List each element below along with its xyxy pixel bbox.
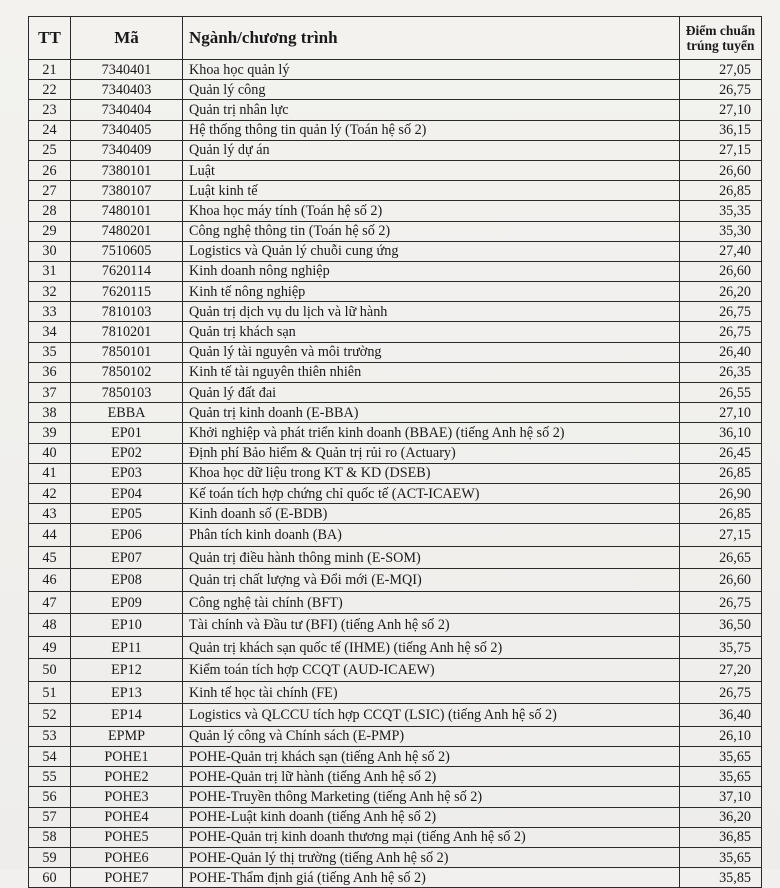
row-score-cell: 27,40 xyxy=(680,241,762,261)
row-code-cell: EP11 xyxy=(71,636,183,659)
header-score xyxy=(680,17,762,60)
table-row xyxy=(29,342,762,362)
table-row xyxy=(29,591,762,614)
row-code-cell: EP03 xyxy=(71,463,183,483)
row-score-cell: 26,60 xyxy=(680,569,762,592)
table-row xyxy=(29,120,762,140)
row-tt-cell: 40 xyxy=(29,443,71,463)
row-program-cell: Khởi nghiệp và phát triển kinh doanh (BBAE) (tiếng Anh hệ số 2) xyxy=(183,423,680,443)
row-code-cell: POHE6 xyxy=(71,847,183,867)
table-row xyxy=(29,60,762,80)
row-program-cell: Quản lý công xyxy=(183,80,680,100)
row-code-cell: EP09 xyxy=(71,591,183,614)
header-tt: TT xyxy=(29,17,71,60)
header-score-line2: trúng tuyển xyxy=(686,38,755,53)
row-program-cell: POHE-Quản lý thị trường (tiếng Anh hệ số 2) xyxy=(183,847,680,867)
row-program-cell: POHE-Luật kinh doanh (tiếng Anh hệ số 2) xyxy=(183,807,680,827)
row-tt-cell: 21 xyxy=(29,60,71,80)
row-tt-cell: 34 xyxy=(29,322,71,342)
row-tt-cell: 39 xyxy=(29,423,71,443)
row-score-cell: 27,15 xyxy=(680,524,762,547)
row-score-cell: 36,20 xyxy=(680,807,762,827)
table-row xyxy=(29,201,762,221)
row-score-cell: 27,20 xyxy=(680,659,762,682)
row-score-cell: 26,20 xyxy=(680,282,762,302)
table-row xyxy=(29,787,762,807)
row-tt-cell: 31 xyxy=(29,261,71,281)
table-row xyxy=(29,302,762,322)
row-code-cell: 7810201 xyxy=(71,322,183,342)
row-tt-cell: 60 xyxy=(29,868,71,888)
row-program-cell: Quản lý tài nguyên và môi trường xyxy=(183,342,680,362)
row-score-cell: 26,45 xyxy=(680,443,762,463)
row-program-cell: POHE-Quản trị lữ hành (tiếng Anh hệ số 2) xyxy=(183,767,680,787)
row-score-cell: 26,75 xyxy=(680,681,762,704)
row-code-cell: EP14 xyxy=(71,704,183,727)
row-tt-cell: 56 xyxy=(29,787,71,807)
row-code-cell: EP05 xyxy=(71,504,183,524)
row-code-cell: 7380107 xyxy=(71,181,183,201)
row-score-cell: 26,60 xyxy=(680,160,762,180)
row-tt-cell: 26 xyxy=(29,160,71,180)
table-row xyxy=(29,636,762,659)
table-row xyxy=(29,546,762,569)
row-program-cell: Khoa học dữ liệu trong KT & KD (DSEB) xyxy=(183,463,680,483)
row-score-cell: 36,85 xyxy=(680,827,762,847)
header-score-line1: Điểm chuẩn xyxy=(685,23,756,38)
row-score-cell: 26,40 xyxy=(680,342,762,362)
row-tt-cell: 42 xyxy=(29,483,71,503)
row-code-cell: 7480201 xyxy=(71,221,183,241)
row-tt-cell: 38 xyxy=(29,403,71,423)
table-row xyxy=(29,827,762,847)
row-score-cell: 26,35 xyxy=(680,362,762,382)
table-row xyxy=(29,524,762,547)
row-score-cell: 26,60 xyxy=(680,261,762,281)
row-code-cell: EP10 xyxy=(71,614,183,637)
row-score-cell: 35,30 xyxy=(680,221,762,241)
row-tt-cell: 36 xyxy=(29,362,71,382)
row-program-cell: Phân tích kinh doanh (BA) xyxy=(183,524,680,547)
table-row xyxy=(29,322,762,342)
row-tt-cell: 30 xyxy=(29,241,71,261)
row-score-cell: 35,65 xyxy=(680,767,762,787)
row-code-cell: 7850102 xyxy=(71,362,183,382)
admission-score-table xyxy=(28,16,762,888)
table-row xyxy=(29,483,762,503)
row-tt-cell: 58 xyxy=(29,827,71,847)
table-row xyxy=(29,868,762,888)
row-program-cell: POHE-Quản trị khách sạn (tiếng Anh hệ số 2) xyxy=(183,747,680,767)
row-score-cell: 35,75 xyxy=(680,636,762,659)
row-code-cell: 7340405 xyxy=(71,120,183,140)
row-code-cell: 7340409 xyxy=(71,140,183,160)
row-program-cell: Công nghệ tài chính (BFT) xyxy=(183,591,680,614)
row-program-cell: Quản trị điều hành thông minh (E-SOM) xyxy=(183,546,680,569)
row-tt-cell: 33 xyxy=(29,302,71,322)
row-score-cell: 26,85 xyxy=(680,463,762,483)
row-program-cell: Kinh tế nông nghiệp xyxy=(183,282,680,302)
row-code-cell: EP13 xyxy=(71,681,183,704)
row-program-cell: Kinh tế tài nguyên thiên nhiên xyxy=(183,362,680,382)
table-row xyxy=(29,221,762,241)
table-row xyxy=(29,423,762,443)
header-ma: Mã xyxy=(71,17,183,60)
row-code-cell: 7810103 xyxy=(71,302,183,322)
row-code-cell: EP07 xyxy=(71,546,183,569)
row-score-cell: 26,10 xyxy=(680,726,762,746)
row-program-cell: Quản trị khách sạn xyxy=(183,322,680,342)
row-program-cell: Logistics và Quản lý chuỗi cung ứng xyxy=(183,241,680,261)
table-row xyxy=(29,847,762,867)
table-row xyxy=(29,569,762,592)
row-tt-cell: 32 xyxy=(29,282,71,302)
table-row xyxy=(29,362,762,382)
row-score-cell: 26,55 xyxy=(680,383,762,403)
row-tt-cell: 37 xyxy=(29,383,71,403)
row-code-cell: 7620114 xyxy=(71,261,183,281)
table-row xyxy=(29,747,762,767)
row-program-cell: Quản lý đất đai xyxy=(183,383,680,403)
table-row xyxy=(29,726,762,746)
row-program-cell: Logistics và QLCCU tích hợp CCQT (LSIC) (tiếng Anh hệ số 2) xyxy=(183,704,680,727)
row-code-cell: EP01 xyxy=(71,423,183,443)
row-score-cell: 36,10 xyxy=(680,423,762,443)
row-code-cell: 7340403 xyxy=(71,80,183,100)
row-code-cell: EP12 xyxy=(71,659,183,682)
table-row xyxy=(29,181,762,201)
table-row xyxy=(29,383,762,403)
table-row xyxy=(29,100,762,120)
row-code-cell: 7620115 xyxy=(71,282,183,302)
row-program-cell: Hệ thống thông tin quản lý (Toán hệ số 2) xyxy=(183,120,680,140)
row-score-cell: 36,50 xyxy=(680,614,762,637)
table-body xyxy=(29,60,762,888)
row-program-cell: Quản trị kinh doanh (E-BBA) xyxy=(183,403,680,423)
row-score-cell: 26,75 xyxy=(680,302,762,322)
row-score-cell: 35,85 xyxy=(680,868,762,888)
row-code-cell: EP06 xyxy=(71,524,183,547)
row-score-cell: 37,10 xyxy=(680,787,762,807)
row-program-cell: Quản lý dự án xyxy=(183,140,680,160)
row-score-cell: 26,75 xyxy=(680,322,762,342)
table-row xyxy=(29,659,762,682)
row-score-cell: 26,85 xyxy=(680,504,762,524)
row-score-cell: 35,65 xyxy=(680,847,762,867)
row-tt-cell: 29 xyxy=(29,221,71,241)
table-header-row xyxy=(29,17,762,60)
header-program: Ngành/chương trình xyxy=(183,17,680,60)
row-code-cell: 7380101 xyxy=(71,160,183,180)
row-tt-cell: 27 xyxy=(29,181,71,201)
row-code-cell: POHE5 xyxy=(71,827,183,847)
row-tt-cell: 48 xyxy=(29,614,71,637)
row-code-cell: POHE2 xyxy=(71,767,183,787)
row-tt-cell: 49 xyxy=(29,636,71,659)
row-tt-cell: 46 xyxy=(29,569,71,592)
row-program-cell: Tài chính và Đầu tư (BFI) (tiếng Anh hệ số 2) xyxy=(183,614,680,637)
table-row xyxy=(29,807,762,827)
row-tt-cell: 45 xyxy=(29,546,71,569)
row-score-cell: 36,15 xyxy=(680,120,762,140)
row-code-cell: 7340404 xyxy=(71,100,183,120)
row-tt-cell: 51 xyxy=(29,681,71,704)
row-code-cell: 7480101 xyxy=(71,201,183,221)
table-row xyxy=(29,443,762,463)
row-code-cell: EP04 xyxy=(71,483,183,503)
row-score-cell: 36,40 xyxy=(680,704,762,727)
row-code-cell: EBBA xyxy=(71,403,183,423)
row-score-cell: 35,65 xyxy=(680,747,762,767)
row-program-cell: POHE-Thẩm định giá (tiếng Anh hệ số 2) xyxy=(183,868,680,888)
row-score-cell: 26,85 xyxy=(680,181,762,201)
row-score-cell: 27,10 xyxy=(680,100,762,120)
row-code-cell: EP08 xyxy=(71,569,183,592)
row-score-cell: 27,05 xyxy=(680,60,762,80)
table-row xyxy=(29,403,762,423)
table-row xyxy=(29,140,762,160)
row-program-cell: POHE-Truyền thông Marketing (tiếng Anh hệ số 2) xyxy=(183,787,680,807)
row-score-cell: 27,10 xyxy=(680,403,762,423)
row-tt-cell: 53 xyxy=(29,726,71,746)
row-code-cell: POHE4 xyxy=(71,807,183,827)
row-score-cell: 26,75 xyxy=(680,591,762,614)
row-program-cell: Kinh doanh số (E-BDB) xyxy=(183,504,680,524)
row-score-cell: 27,15 xyxy=(680,140,762,160)
row-tt-cell: 54 xyxy=(29,747,71,767)
row-tt-cell: 47 xyxy=(29,591,71,614)
row-program-cell: Công nghệ thông tin (Toán hệ số 2) xyxy=(183,221,680,241)
row-program-cell: Quản trị dịch vụ du lịch và lữ hành xyxy=(183,302,680,322)
row-code-cell: 7340401 xyxy=(71,60,183,80)
row-tt-cell: 52 xyxy=(29,704,71,727)
row-code-cell: 7850101 xyxy=(71,342,183,362)
row-tt-cell: 41 xyxy=(29,463,71,483)
row-program-cell: Kinh tế học tài chính (FE) xyxy=(183,681,680,704)
row-tt-cell: 50 xyxy=(29,659,71,682)
row-tt-cell: 35 xyxy=(29,342,71,362)
row-program-cell: Luật kinh tế xyxy=(183,181,680,201)
table-row xyxy=(29,504,762,524)
table-row xyxy=(29,614,762,637)
row-tt-cell: 23 xyxy=(29,100,71,120)
row-score-cell: 35,35 xyxy=(680,201,762,221)
row-program-cell: POHE-Quản trị kinh doanh thương mại (tiếng Anh hệ số 2) xyxy=(183,827,680,847)
row-program-cell: Quản trị khách sạn quốc tế (IHME) (tiếng Anh hệ số 2) xyxy=(183,636,680,659)
row-program-cell: Khoa học máy tính (Toán hệ số 2) xyxy=(183,201,680,221)
row-tt-cell: 43 xyxy=(29,504,71,524)
row-code-cell: EPMP xyxy=(71,726,183,746)
row-code-cell: EP02 xyxy=(71,443,183,463)
row-program-cell: Luật xyxy=(183,160,680,180)
row-tt-cell: 24 xyxy=(29,120,71,140)
row-tt-cell: 22 xyxy=(29,80,71,100)
table-row xyxy=(29,80,762,100)
row-code-cell: 7510605 xyxy=(71,241,183,261)
table-row xyxy=(29,767,762,787)
table-row xyxy=(29,704,762,727)
row-program-cell: Khoa học quản lý xyxy=(183,60,680,80)
row-code-cell: POHE1 xyxy=(71,747,183,767)
table-row xyxy=(29,463,762,483)
table-row xyxy=(29,241,762,261)
row-program-cell: Kiểm toán tích hợp CCQT (AUD-ICAEW) xyxy=(183,659,680,682)
row-program-cell: Quản trị nhân lực xyxy=(183,100,680,120)
table-row xyxy=(29,160,762,180)
row-score-cell: 26,65 xyxy=(680,546,762,569)
table-row xyxy=(29,282,762,302)
row-program-cell: Kế toán tích hợp chứng chỉ quốc tế (ACT-ICAEW) xyxy=(183,483,680,503)
row-code-cell: POHE7 xyxy=(71,868,183,888)
row-tt-cell: 55 xyxy=(29,767,71,787)
row-code-cell: POHE3 xyxy=(71,787,183,807)
row-score-cell: 26,75 xyxy=(680,80,762,100)
row-score-cell: 26,90 xyxy=(680,483,762,503)
row-tt-cell: 57 xyxy=(29,807,71,827)
row-program-cell: Kinh doanh nông nghiệp xyxy=(183,261,680,281)
table-row xyxy=(29,681,762,704)
row-tt-cell: 28 xyxy=(29,201,71,221)
row-program-cell: Quản lý công và Chính sách (E-PMP) xyxy=(183,726,680,746)
row-tt-cell: 59 xyxy=(29,847,71,867)
row-code-cell: 7850103 xyxy=(71,383,183,403)
row-program-cell: Quản trị chất lượng và Đổi mới (E-MQI) xyxy=(183,569,680,592)
row-program-cell: Định phí Bảo hiểm & Quản trị rủi ro (Actuary) xyxy=(183,443,680,463)
row-tt-cell: 44 xyxy=(29,524,71,547)
table-row xyxy=(29,261,762,281)
row-tt-cell: 25 xyxy=(29,140,71,160)
